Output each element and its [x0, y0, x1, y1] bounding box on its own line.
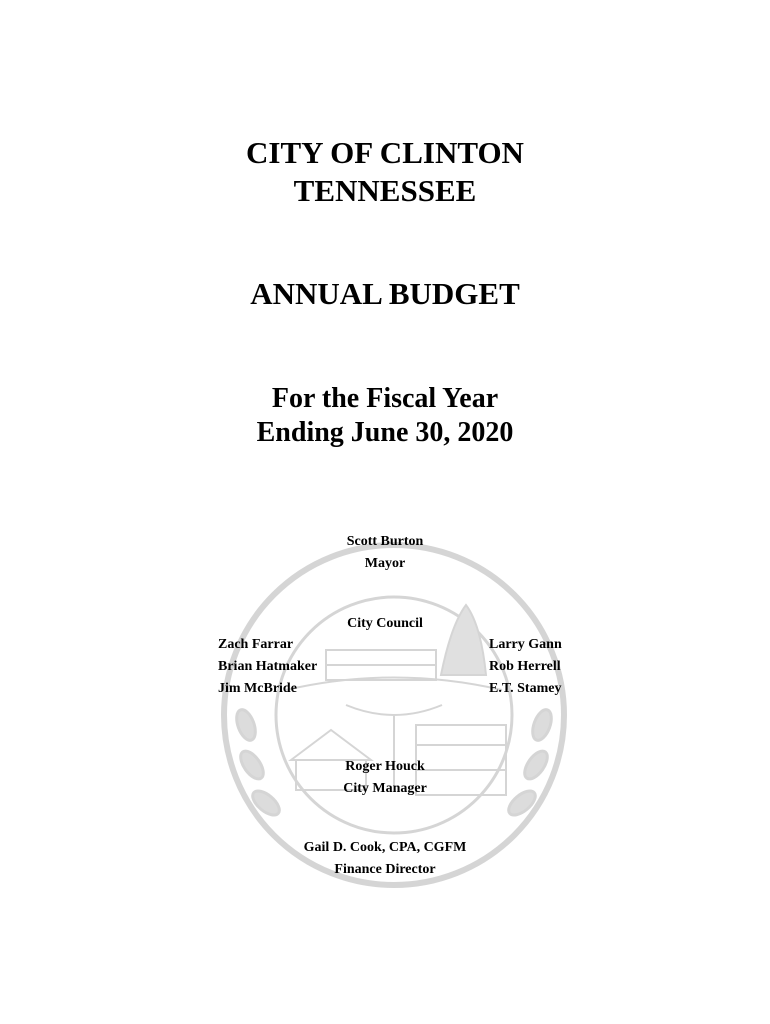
council-member: Jim McBride	[218, 681, 297, 696]
manager-name: Roger Houck	[345, 759, 425, 774]
mayor-title: Mayor	[364, 556, 406, 571]
city-name: CITY OF CLINTON	[246, 135, 524, 170]
council-member: Larry Gann	[489, 637, 562, 652]
finance-director-title: Finance Director	[334, 862, 436, 877]
council-member: Zach Farrar	[218, 637, 294, 652]
document-title: ANNUAL BUDGET	[250, 276, 520, 311]
state-name: TENNESSEE	[293, 173, 477, 208]
finance-director-name: Gail D. Cook, CPA, CGFM	[303, 840, 467, 855]
council-member: E.T. Stamey	[489, 681, 562, 696]
council-right-column	[489, 634, 562, 700]
council-member: Rob Herrell	[489, 659, 561, 674]
mayor-name: Scott Burton	[346, 534, 424, 549]
council-left-column	[218, 634, 317, 700]
council-member: Brian Hatmaker	[218, 659, 318, 674]
fiscal-year-line-1: For the Fiscal Year	[271, 383, 499, 414]
fiscal-year-line-2: Ending June 30, 2020	[256, 417, 514, 448]
council-heading: City Council	[347, 616, 423, 631]
manager-title: City Manager	[343, 781, 427, 796]
